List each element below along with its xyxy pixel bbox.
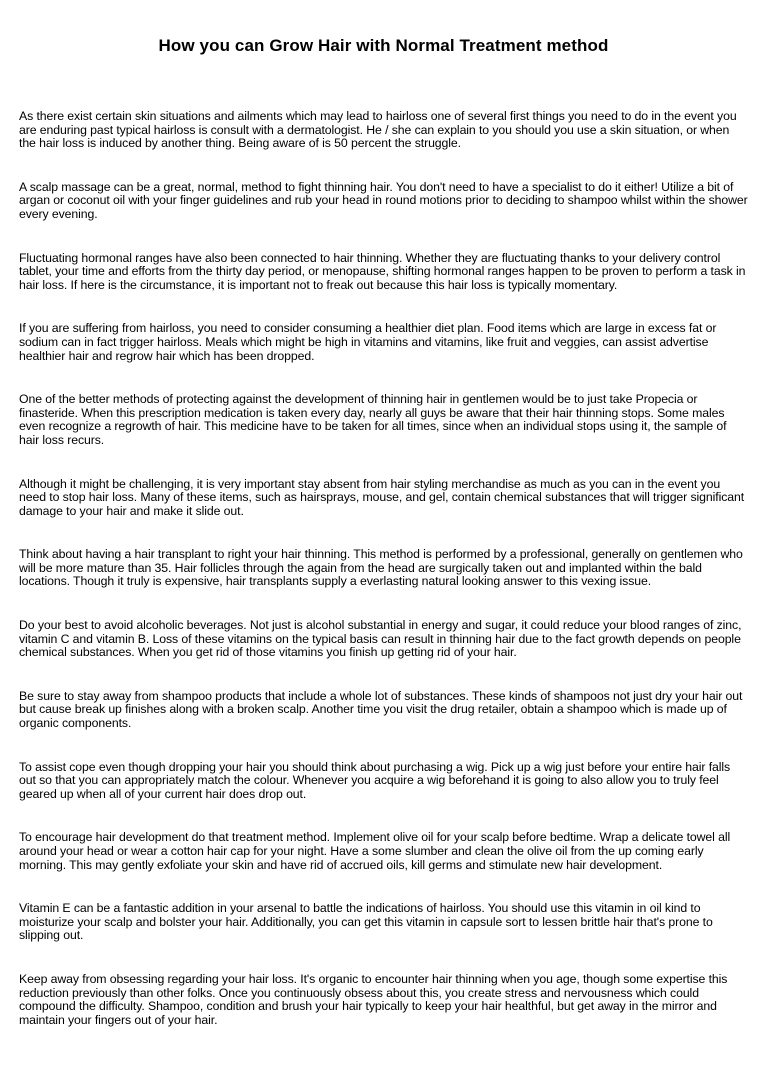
paragraph-6: Although it might be challenging, it is very important stay absent from hair styling merchandise as much as you can in the event you need to stop hair loss. Many of these items, such as hairsprays, mouse, and gel, contain chemical substances that will trigger significant damage to your hair and make it slide out. (19, 476, 745, 518)
paragraph-8: Do your best to avoid alcoholic beverages. Not just is alcohol substantial in energy and sugar, it could reduce your blood ranges of zinc, vitamin C and vitamin B. Loss of these vitamins on the typical basis can result in thinning hair due to the fact growth depends on people chemical substances. When you get rid of those vitamins you finish up getting rid of your hair. (19, 618, 742, 660)
paragraph-12: Vitamin E can be a fantastic addition in your arsenal to battle the indications of hairloss. You should use this vitamin in oil kind to moisturize your scalp and bolster your hair. Additionally, you can get this vitamin in capsule sort to lessen brittle hair that's prone to slipping out. (19, 901, 713, 943)
paragraph-9: Be sure to stay away from shampoo products that include a whole lot of substances. These kinds of shampoos not just dry your hair out but cause break up finishes along with a broken scalp. Another time you visit the drug retailer, obtain a shampoo which is made up of organic components. (19, 688, 743, 731)
document-title: How you can Grow Hair with Normal Treatment method (158, 36, 609, 55)
paragraph-3: Fluctuating hormonal ranges have also been connected to hair thinning. Whether they are fluctuating thanks to your delivery control tablet, your time and efforts from the thirty day period, or menopause, shifting hormonal ranges happen to be proven to perform a task in hair loss. If here is the circumstance, it is important not to freak out because this hair loss is typically momentary. (19, 250, 746, 292)
document-body (19, 110, 748, 1027)
paragraph-7: Think about having a hair transplant to right your hair thinning. This method is performed by a professional, generally on gentlemen who will be more mature than 35. Hair follicles through the again from the head are surgically taken out and implanted within the bald locations. Though it truly is expensive, hair transplants supply a everlasting natural looking answer to this vexing issue. (19, 547, 743, 589)
paragraph-5: One of the better methods of protecting against the development of thinning hair in gentlemen would be to just take Propecia or finasteride. When this prescription medication is taken every day, nearly all guys be aware that their hair thinning stops. Some males even recognize a regrowth of hair. This medicine have to be taken for all times, since when an individual stops using it, the sample of hair loss recurs. (19, 392, 727, 447)
paragraph-13: Keep away from obsessing regarding your hair loss. It's organic to encounter hair thinning when you age, though some expertise this reduction previously than other folks. Once you continuously obsess about this, you create stress and nervousness which could compound the difficulty. Shampoo, condition and brush your hair typically to keep your hair healthful, but get away in the mirror and maintain your fingers out of your hair. (19, 971, 728, 1027)
paragraph-11: To encourage hair development do that treatment method. Implement olive oil for your scalp before bedtime. Wrap a delicate towel all around your head or wear a cotton hair cap for your night. Have a some slumber and clean the olive oil from the up coming early morning. This may gently exfoliate your skin and have rid of accrued oils, kill germs and stimulate new hair development. (19, 830, 731, 872)
paragraph-1: As there exist certain skin situations and ailments which may lead to hairloss one of several first things you need to do in the event you are enduring past typical hairloss is consult with a dermatologist. He / she can explain to you should you use a skin situation, or when the hair loss is induced by another thing. Being aware of is 50 percent the struggle. (19, 109, 737, 151)
paragraph-2: A scalp massage can be a great, normal, method to fight thinning hair. You don't need to have a specialist to do it either! Utilize a bit of argan or coconut oil with your finger guidelines and rub your head in round motions prior to deciding to shampoo whilst within the shower every evening. (19, 179, 748, 221)
paragraph-4: If you are suffering from hairloss, you need to consider consuming a healthier diet plan. Food items which are large in excess fat or sodium can in fact trigger hairloss. Meals which might be high in vitamins and vitamins, like fruit and veggies, can assist advertise healthier hair and regrow hair which has been dropped. (19, 321, 717, 363)
paragraph-10: To assist cope even though dropping your hair you should think about purchasing a wig. Pick up a wig just before your entire hair falls out so that you can appropriately match the colour. Whenever you acquire a wig beforehand it is going to also allow you to truly feel geared up when all of your current hair does drop out. (19, 759, 731, 801)
